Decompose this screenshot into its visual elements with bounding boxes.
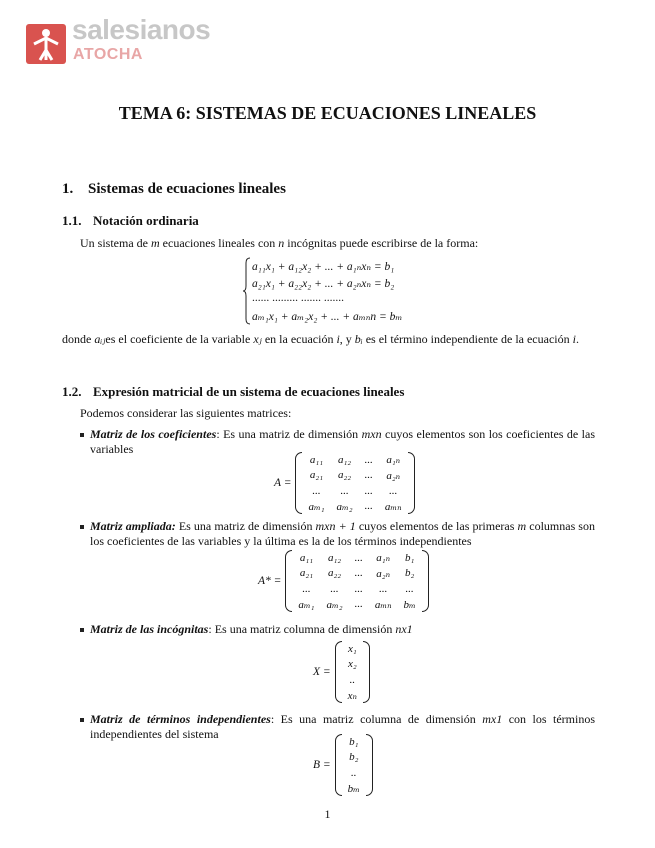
section-title: Sistemas de ecuaciones lineales [88,181,286,197]
matrix-row [302,452,407,468]
list-item: Matriz de las incógnitas: Es una matriz columna de dimensión nx1 [90,622,413,636]
where-paragraph: donde aᵢⱼes el coeficiente de la variable xⱼ en la ecuación i, y bᵢ es el término independiente de la ecuación i. [62,332,579,346]
matrix-row [302,468,407,484]
matrix-cell: a₁₂ [337,453,352,466]
subsection-heading [62,213,199,229]
brand-sub: ATOCHA [73,46,143,63]
subsection-number: 1.2. [62,384,82,399]
matrix-cell: a₂₁ [299,567,314,580]
matrix-row [342,657,363,673]
matrix-a: A = a₁₁ a₁₂ ... a₁ₙ a₂₁ a₂₂ ... a₂ₙ ... ... ... ... aₘ₁ aₘ₂ ... aₘₙ [274,452,415,514]
matrix-x: X = x₁ x₂ .. xₙ [313,641,370,703]
equation-row: aₘ₁x₁ + aₘ₂x₂ + ... + aₘₙn = bₘ [252,311,403,323]
matrix-cell: b₂ [405,567,415,580]
matrix-cell: ... [364,500,373,513]
matrix-cell: ... [389,484,398,497]
subsection-title: Expresión matricial de un sistema de ecuaciones lineales [93,384,405,399]
consider-paragraph: Podemos considerar las siguientes matrices: [80,406,292,420]
page-number: 1 [324,807,331,821]
page-title: TEMA 6: SISTEMAS DE ECUACIONES LINEALES [118,103,537,123]
subsection-title: Notación ordinaria [93,213,199,228]
matrix-row [292,581,421,597]
list-item: Matriz de términos independientes: Es una matriz columna de dimensión mx1 con los términos independientes del sistema [90,712,595,741]
matrix-cell: x₁ [347,642,357,655]
matrix-row [342,672,363,688]
bullet-icon [80,718,84,722]
subsection-heading [62,384,404,400]
matrix-cell: ... [330,582,339,595]
matrix-cell: a₂ₙ [386,469,401,482]
matrix-cell: ... [354,598,363,611]
matrix-cell: b₁ [349,735,359,748]
matrix-cell: aₘ₁ [298,598,315,611]
equation-row: ...... ......... ....... ....... [252,292,344,304]
matrix-row [292,550,421,566]
matrix-row [302,499,407,515]
matrix-cell: a₁₁ [309,453,324,466]
matrix-cell: a₁ₙ [386,454,401,467]
matrix-cell: ... [302,582,311,595]
section-number: 1. [62,181,74,197]
matrix-cell: ... [312,484,321,497]
salesianos-logo-icon [26,24,66,64]
matrix-cell: .. [349,673,356,686]
matrix-cell: bₘ [403,598,416,611]
matrix-cell: aₘₙ [384,500,402,513]
matrix-row [342,765,366,781]
matrix-cell: aₘₙ [374,598,392,611]
matrix-row [302,483,407,499]
matrix-cell: aₘ₂ [336,500,353,513]
bullet-icon [80,433,84,437]
matrix-row [342,688,363,704]
left-brace-icon [243,257,251,325]
matrix-row [342,781,366,797]
matrix-cell: aₘ₂ [326,598,343,611]
equation-row: a₂₁x₁ + a₂₂x₂ + ... + a₂ₙxₙ = b₂ [252,278,395,290]
matrix-cell: .. [351,766,357,779]
matrix-cell: ... [364,484,373,497]
matrix-cell: a₁₁ [299,551,314,564]
matrix-cell: ... [354,582,363,595]
matrix-row [342,750,366,766]
matrix-cell: ... [364,469,373,482]
matrix-cell: a₁ₙ [376,552,391,565]
list-item: Matriz de los coeficientes: Es una matriz de dimensión mxn cuyos elementos son los coeficientes de las variables [90,427,595,456]
matrix-cell: b₁ [405,551,415,564]
matrix-cell: ... [354,567,363,580]
matrix-cell: a₂₂ [327,567,342,580]
matrix-cell: a₂ₙ [376,567,391,580]
matrix-cell: a₂₂ [337,469,352,482]
matrix-cell: ... [379,582,388,595]
matrix-cell: a₂₁ [309,469,324,482]
matrix-cell: x₂ [347,658,357,671]
list-item: Matriz ampliada: Es una matriz de dimensión mxn + 1 cuyos elementos de las primeras m columnas son los coeficientes de las variables y la última es la de los términos independientes [90,519,595,548]
matrix-cell: ... [364,453,373,466]
matrix-row [342,734,366,750]
matrix-cell: ... [354,551,363,564]
brand-name: salesianos [72,14,211,45]
bullet-icon [80,525,84,529]
matrix-row [292,597,421,613]
matrix-cell: bₘ [347,782,360,795]
equation-row: a₁₁x₁ + a₁₂x₂ + ... + a₁ₙxₙ = b₁ [252,261,395,273]
intro-paragraph: Un sistema de m ecuaciones lineales con n incógnitas puede escribirse de la forma: [80,236,479,250]
matrix-cell: ... [405,582,414,595]
matrix-cell: xₙ [347,689,358,702]
matrix-a-star: A* = a₁₁ a₁₂ ... a₁ₙ b₁ a₂₁ a₂₂ ... a₂ₙ b₂ ... ... ... ... ... aₘ₁ aₘ₂ ... aₘₙ bₘ [258,550,429,612]
subsection-number: 1.1. [62,213,82,228]
matrix-row [342,641,363,657]
matrix-b: B = b₁ b₂ .. bₘ [313,734,373,796]
matrix-cell: a₁₂ [327,551,342,564]
section-heading [62,181,286,198]
matrix-cell: b₂ [349,751,359,764]
matrix-cell: ... [340,484,349,497]
matrix-row [292,566,421,582]
matrix-cell: aₘ₁ [308,500,325,513]
bullet-icon [80,628,84,632]
